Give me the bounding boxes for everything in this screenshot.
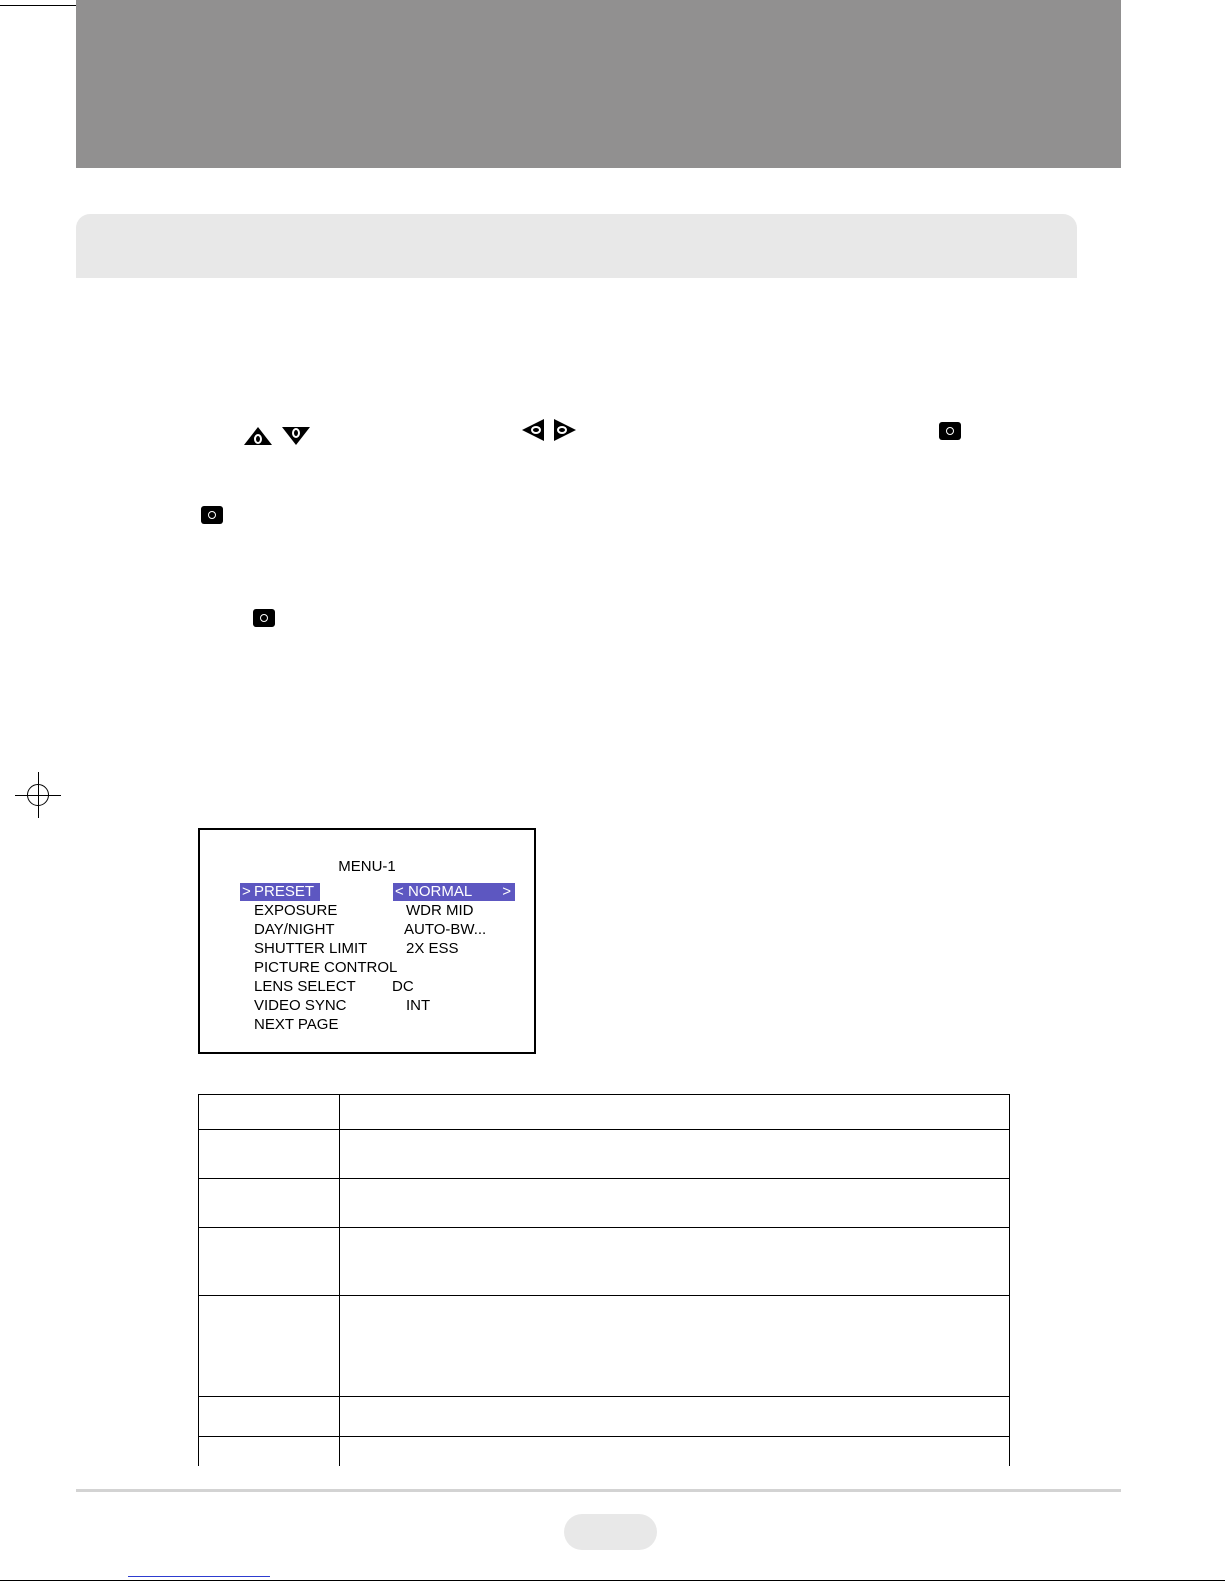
bottom-link-underline (128, 1576, 270, 1577)
menu-row[interactable] (200, 997, 534, 1015)
menu-selected-value: NORMAL (408, 883, 473, 900)
table-row-divider (199, 1436, 1009, 1437)
value-right-arrow: > (502, 883, 511, 900)
osd-menu-screen (198, 828, 536, 1054)
right-arrow-icon (553, 418, 577, 442)
top-crop-mark (0, 5, 76, 6)
menu-item-value: WDR MID (406, 902, 474, 919)
menu-selected-label-highlight (240, 883, 320, 901)
menu-item-label: DAY/NIGHT (254, 921, 335, 938)
table-row-divider (199, 1295, 1009, 1296)
menu-item-label: PICTURE CONTROL (254, 959, 398, 976)
table-row-divider (199, 1178, 1009, 1179)
settings-table (198, 1094, 1010, 1466)
menu-item-value: DC (392, 978, 414, 995)
menu-selected-label: PRESET (254, 883, 315, 900)
menu-title: MENU-1 (338, 858, 396, 875)
menu-item-label: SHUTTER LIMIT (254, 940, 368, 957)
down-arrow-icon (281, 426, 311, 446)
registration-mark-horizontal (15, 795, 61, 796)
menu-row[interactable] (200, 1016, 534, 1034)
table-row-divider (199, 1129, 1009, 1130)
header-band (76, 0, 1121, 168)
menu-item-value: 2X ESS (406, 940, 459, 957)
table-row-divider (199, 1396, 1009, 1397)
table-column-divider (339, 1095, 340, 1466)
menu-item-label: NEXT PAGE (254, 1016, 339, 1033)
footer-rule (76, 1489, 1121, 1492)
menu-row[interactable] (200, 978, 534, 996)
value-left-arrow: < (395, 883, 404, 900)
enter-button-icon (201, 506, 223, 524)
menu-item-value: AUTO-BW... (404, 921, 487, 938)
table-row-divider (199, 1227, 1009, 1228)
menu-item-label: EXPOSURE (254, 902, 338, 919)
menu-row[interactable] (200, 959, 534, 977)
menu-selected-marker: > (242, 883, 251, 900)
menu-row-selected[interactable] (200, 883, 534, 901)
menu-row[interactable] (200, 902, 534, 920)
page-number-pill (564, 1514, 657, 1550)
menu-item-value: INT (406, 997, 431, 1014)
enter-button-icon (939, 422, 961, 440)
bottom-crop-rule (0, 1580, 1225, 1581)
menu-item-label: LENS SELECT (254, 978, 356, 995)
menu-item-label: VIDEO SYNC (254, 997, 347, 1014)
menu-row[interactable] (200, 921, 534, 939)
left-arrow-icon (521, 418, 545, 442)
section-title-bar (76, 214, 1077, 278)
up-arrow-icon (243, 426, 273, 446)
enter-button-icon (253, 609, 275, 627)
menu-selected-value-highlight (393, 883, 515, 901)
menu-row[interactable] (200, 940, 534, 958)
